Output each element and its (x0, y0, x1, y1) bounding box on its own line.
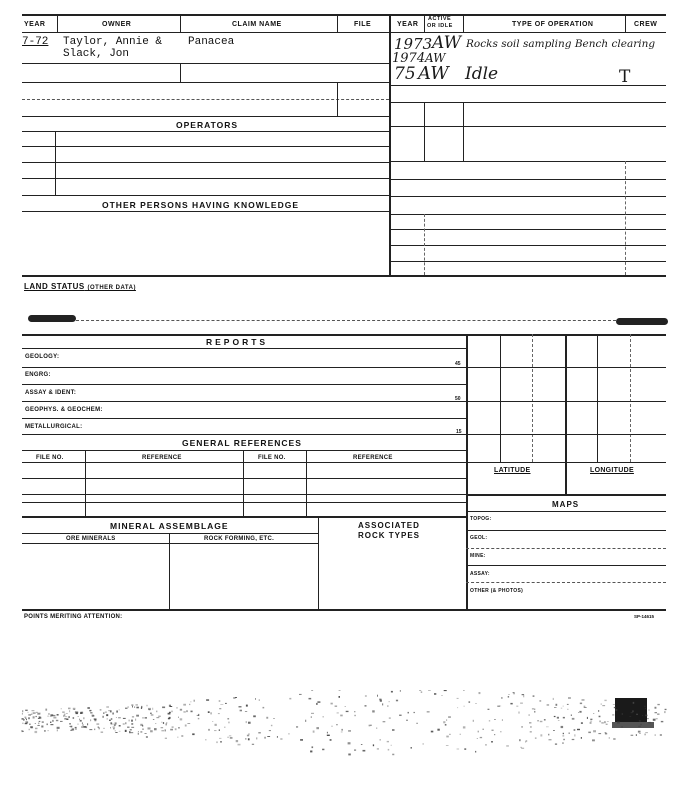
rock-types-col-div (318, 516, 319, 609)
report-line-1 (22, 367, 466, 368)
ops-col-2 (463, 102, 464, 162)
report-number-50: 50 (455, 396, 461, 402)
coord-col-1 (500, 334, 501, 462)
op-3-crew: T (619, 67, 631, 87)
maps-line-2 (466, 548, 666, 549)
ore-minerals-label: ORE MINERALS (66, 536, 116, 542)
ref-header-line (22, 462, 466, 463)
report-number-45: 45 (455, 361, 461, 367)
maps-topog: TOPOG: (470, 516, 492, 522)
ops-line-3 (389, 126, 666, 127)
maps-geol: GEOL: (470, 535, 488, 541)
report-geophys: GEOPHYS. & GEOCHEM: (25, 407, 103, 413)
hdr-div-5 (424, 14, 425, 32)
report-line-2 (22, 384, 466, 385)
op-3-type: Idle (465, 64, 499, 84)
operators-line-2 (22, 146, 389, 147)
ref-row-line-2 (22, 494, 466, 495)
land-status-redaction-right (616, 318, 668, 325)
op-2-year: 1974 (392, 51, 426, 66)
coord-line-1 (466, 367, 666, 368)
op-1-year: 1973 (394, 35, 433, 53)
coord-col-4 (597, 334, 598, 462)
maps-title-line (466, 511, 666, 512)
hdr-div-6 (463, 14, 464, 32)
points-meriting-attention: POINTS MERITING ATTENTION: (24, 614, 123, 620)
op-2-status: AW (425, 51, 446, 65)
coord-col-5 (630, 334, 631, 462)
owner-row-line-1 (22, 63, 389, 64)
latitude-label: LATITUDE (494, 467, 531, 474)
owner-line-2: Slack, Jon (63, 48, 130, 60)
general-references-title: GENERAL REFERENCES (182, 438, 302, 448)
header-year: YEAR (24, 21, 46, 28)
hdr-div-3 (337, 14, 338, 32)
ref-col-div-2 (243, 450, 244, 516)
ref-bottom-border (22, 516, 466, 518)
maps-title: MAPS (552, 500, 580, 509)
header-bottom-border (22, 32, 666, 33)
scan-noise (0, 690, 678, 780)
main-vertical-divider (389, 14, 391, 276)
maps-mine: MINE: (470, 553, 486, 559)
maps-assay: ASSAY: (470, 571, 490, 577)
ref-col-file-no-2: FILE NO. (258, 455, 286, 461)
report-geology: GEOLOGY: (25, 354, 60, 360)
coord-bottom-line (466, 494, 666, 496)
rock-types-label: ROCK TYPES (358, 531, 421, 540)
ref-col-reference-1: REFERENCE (142, 455, 182, 461)
report-metallurgical: METALLURGICAL: (25, 424, 83, 430)
operators-col-div (55, 131, 56, 195)
ops-col-1 (424, 102, 425, 162)
header-file: FILE (354, 21, 372, 28)
mineral-header-line (22, 543, 318, 544)
other-persons-line (22, 211, 389, 212)
op-3-year: 75 (394, 64, 416, 84)
op-3-status: AW (418, 63, 449, 84)
header-type-of-operation: TYPE OF OPERATION (512, 21, 594, 28)
operators-line-1 (22, 131, 389, 132)
claim-name-value: Panacea (188, 36, 235, 48)
ref-col-div-1 (85, 450, 86, 516)
hdr-div-2 (180, 14, 181, 32)
header-claim-name: CLAIM NAME (232, 21, 282, 28)
references-title-line (22, 450, 466, 451)
maps-line-1 (466, 530, 666, 531)
op-1-type: Rocks soil sampling Bench clearing (466, 38, 656, 50)
reports-title-line (22, 348, 466, 349)
header-owner: OWNER (102, 21, 132, 28)
ref-col-reference-2: REFERENCE (353, 455, 393, 461)
associated-label: ASSOCIATED (358, 521, 420, 530)
coord-line-3 (466, 434, 666, 435)
coord-col-2 (532, 334, 533, 462)
ops-line-2 (389, 102, 666, 103)
maps-line-3 (466, 565, 666, 566)
form-code: SP-14615 (634, 614, 655, 619)
owner-row-line-3 (22, 99, 389, 100)
maps-line-4 (466, 582, 666, 583)
ref-col-div-3 (306, 450, 307, 516)
longitude-label: LONGITUDE (590, 467, 634, 474)
form-bottom-border (22, 609, 666, 611)
maps-other-photos: OTHER (& PHOTOS) (470, 588, 524, 594)
hdr-div-7 (625, 14, 626, 32)
header-top-border (22, 14, 666, 16)
report-assay: ASSAY & IDENT: (25, 390, 77, 396)
report-number-15: 15 (456, 429, 462, 435)
owner-col-div-2 (337, 82, 338, 116)
maps-block-left-border (466, 334, 468, 609)
ops-col-4 (625, 161, 626, 275)
mineral-assemblage-title: MINERAL ASSEMBLAGE (110, 521, 229, 531)
reports-title: REPORTS (206, 337, 269, 347)
header-year-2: YEAR (397, 21, 419, 28)
owner-col-div (180, 63, 181, 82)
operators-line-4 (22, 178, 389, 179)
reports-top-border (22, 334, 666, 336)
report-engrg: ENGRG: (25, 372, 51, 378)
land-status-redaction-left (28, 315, 76, 322)
ops-line-1 (389, 85, 666, 86)
upper-block-bottom (22, 275, 666, 277)
report-line-4 (22, 418, 466, 419)
rock-forming-label: ROCK FORMING, ETC. (204, 536, 275, 542)
ref-row-line-1 (22, 478, 466, 479)
land-status-title: LAND STATUS (OTHER DATA) (24, 282, 136, 291)
owner-row-line-2 (22, 82, 389, 83)
mineral-col-div (169, 533, 170, 609)
report-line-3 (22, 401, 466, 402)
ref-row-line-3 (22, 502, 466, 503)
operators-title: OPERATORS (176, 120, 239, 130)
ref-col-file-no-1: FILE NO. (36, 455, 64, 461)
mineral-title-line (22, 533, 318, 534)
operators-line-5 (22, 195, 389, 196)
hdr-div-1 (57, 14, 58, 32)
coord-col-3 (565, 334, 567, 494)
operators-line-3 (22, 162, 389, 163)
other-persons-title: OTHER PERSONS HAVING KNOWLEDGE (102, 200, 300, 210)
ops-col-3 (424, 214, 425, 275)
header-active: ACTIVE (428, 16, 452, 22)
coord-line-4 (466, 462, 666, 463)
op-1-status: AW (432, 33, 462, 53)
report-line-5 (22, 434, 466, 435)
header-or-idle: OR IDLE (427, 23, 453, 29)
header-crew: CREW (634, 21, 658, 28)
owner-line-1: Taylor, Annie & (63, 36, 163, 48)
land-status-line (76, 320, 616, 321)
operators-top-line (22, 116, 389, 117)
coord-line-2 (466, 401, 666, 402)
owner-year: 7-72 (22, 36, 49, 48)
